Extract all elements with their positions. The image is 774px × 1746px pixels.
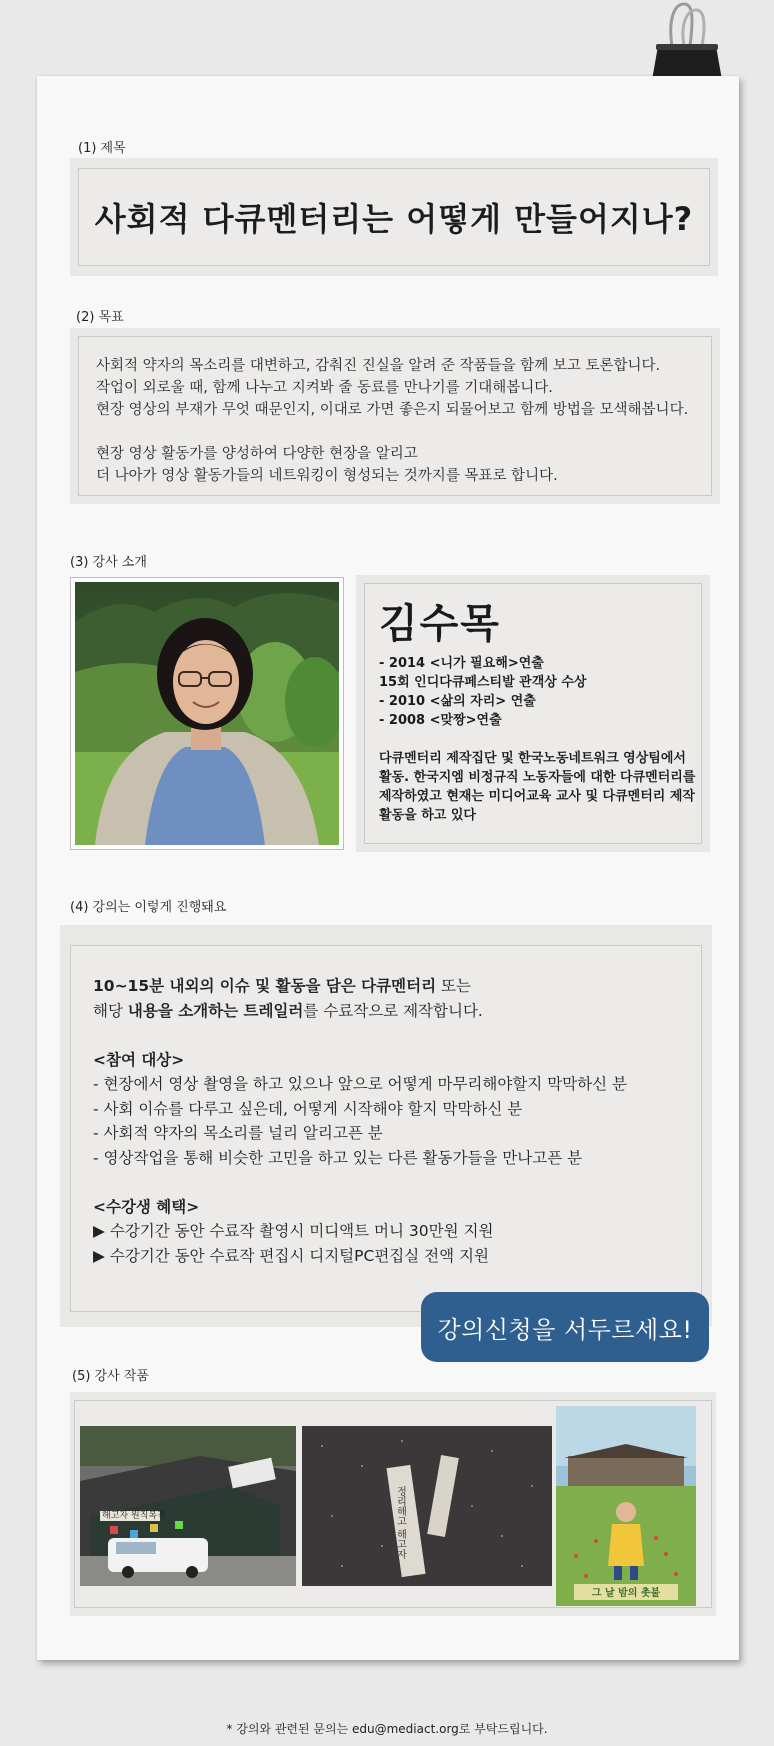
list-item: - 현장에서 영상 촬영을 하고 있으나 앞으로 어떻게 마무리해야할지 막막하신 분 — [93, 1075, 628, 1093]
page-title: 사회적 다큐멘터리는 어떻게 만들어지나? — [94, 200, 694, 238]
binder-clip-icon — [650, 0, 724, 82]
film-poster-image — [556, 1406, 696, 1606]
instructor-career: - 2014 <니가 필요해>연출 15회 인디다큐페스티발 관객상 수상 - 2010 <삶의 자리> 연출 - 2008 <맞짱>연출 다큐멘터리 제작집단 및 한국노동네트워크 영상팀에서 활동. 한국지엠 비정규직 노동자들에 대한 다큐멘터리를 제작하였고 현재는 미디어교육 교사 및 다큐멘터리 제작 활동을 하고 있다 — [379, 656, 696, 823]
work-still-2 — [302, 1426, 552, 1586]
lecture-box — [60, 925, 712, 1327]
section-label-title: (1) 제목 — [78, 141, 126, 156]
lecture-text: 10~15분 내외의 이슈 및 활동을 담은 다큐멘터리 또는 해당 내용을 소개하는 트레일러를 수료작으로 제작합니다. <참여 대상> - 현장에서 영상 촬영을 하고 있으나 앞으로 어떻게 마무리해야할지 막막하신 분 - 사회 이슈를 다루고 싶은데, 어떻게 시작해야 할지 막막하신 분 - 사회적 약자의 목소리를 널리 알리고픈 분 - 영상작업을 통해 비슷한 고민을 하고 있는 다른 활동가들을 만나고픈 분 <수강생 혜택> ▶ 수강기간 동안 수료작 촬영시 미디액트 머니 30만원 지원 ▶ 수강기간 동안 수료작 편집시 디지털PC편집실 전액 지원 — [93, 974, 627, 1268]
list-item: ▶ 수강기간 동안 수료작 편집시 디지털PC편집실 전액 지원 — [93, 1246, 489, 1265]
work-still-1 — [80, 1426, 296, 1586]
instructor-name: 김수목 — [379, 601, 501, 647]
banner-text: 정리해고 해고자 — [394, 1486, 406, 1560]
list-item: - 영상작업을 통해 비슷한 고민을 하고 있는 다른 활동가들을 만나고픈 분 — [93, 1148, 583, 1167]
section-label-instructor: (3) 강사 소개 — [70, 555, 147, 570]
instructor-portrait-image — [75, 582, 339, 845]
instructor-photo — [70, 577, 344, 850]
list-item: - 사회적 약자의 목소리를 널리 알리고픈 분 — [93, 1124, 383, 1142]
benefit-heading: <수강생 혜택> — [93, 1197, 200, 1216]
poster-title: 그 날 밤의 촛불 — [591, 1588, 661, 1599]
goal-text: 사회적 약자의 목소리를 대변하고, 감춰진 진실을 알려 준 작품들을 함께 보고 토론합니다. 작업이 외로울 때, 함께 나누고 지켜봐 줄 동료를 만나기를 기대해봅니다. 현장 영상의 부재가 무엇 때문인지, 이대로 가면 좋은지 되물어보고 함께 방법을 모색해봅니다. 현장 영상 활동가를 양성하여 다양한 현장을 알리고 더 나아가 영상 활동가들의 네트워킹이 형성되는 것까지를 목표로 합니다. — [96, 358, 689, 484]
instructor-box — [356, 575, 710, 852]
banner-in-snow-image — [302, 1426, 552, 1586]
title-box — [70, 158, 718, 276]
protest-tent-image — [80, 1426, 296, 1586]
section-label-works: (5) 강사 작품 — [72, 1369, 149, 1384]
work-poster — [556, 1406, 696, 1606]
banner-text: 해고자 원직복직 — [102, 1511, 166, 1521]
section-label-goal: (2) 목표 — [76, 310, 124, 325]
list-item: - 사회 이슈를 다루고 싶은데, 어떻게 시작해야 할지 막막하신 분 — [93, 1099, 523, 1118]
section-label-lecture: (4) 강의는 이렇게 진행돼요 — [70, 900, 227, 915]
footer-note: * 강의와 관련된 문의는 edu@mediact.org로 부탁드립니다. — [226, 1722, 548, 1736]
list-item: ▶ 수강기간 동안 수료작 촬영시 미디액트 머니 30만원 지원 — [93, 1222, 494, 1240]
target-heading: <참여 대상> — [93, 1050, 185, 1069]
goal-box — [70, 328, 720, 504]
apply-button[interactable]: 강의신청을 서두르세요! — [421, 1292, 709, 1362]
